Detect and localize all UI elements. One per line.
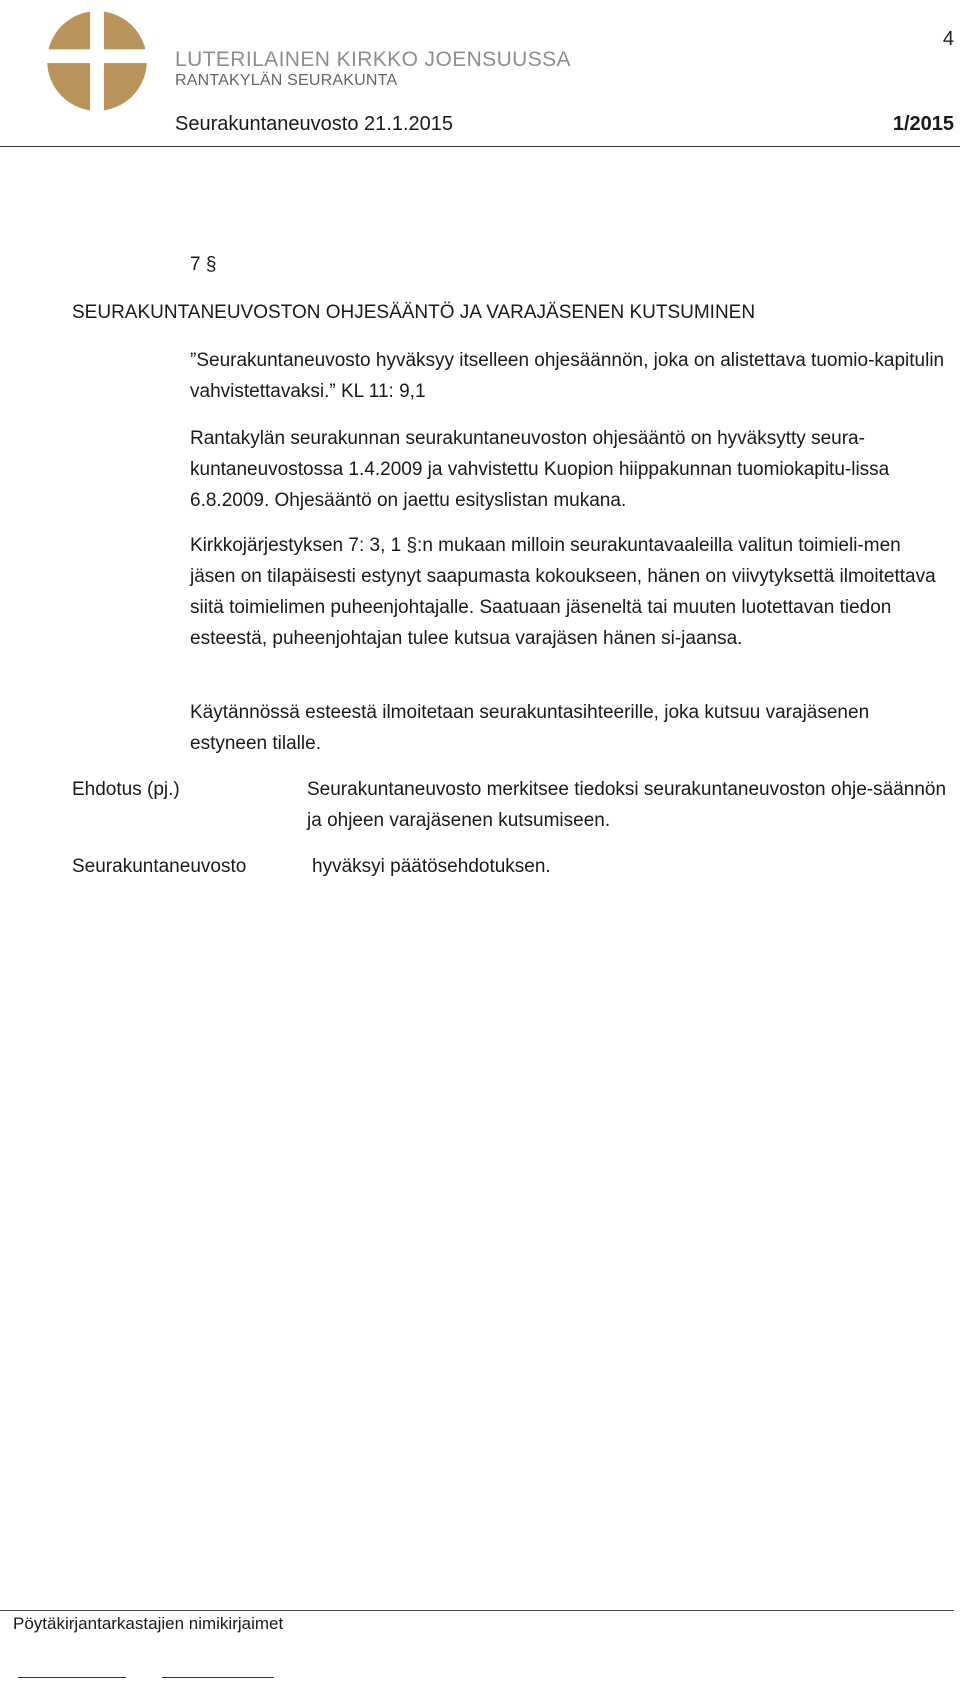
- signature-line: [18, 1677, 126, 1678]
- body-paragraph: Rantakylän seurakunnan seurakuntaneuvoston ohjesääntö on hyväksytty seura-kuntaneuvostossa 1.4.2009 ja vahvistettu Kuopion hiippakunnan tuomiokapitu-lissa 6.8.2009. Ohjesääntö on jaettu esityslistan mukana.: [190, 428, 890, 511]
- body-paragraph: ”Seurakuntaneuvosto hyväksyy itselleen ohjesäännön, joka on alistettava tuomio-kapitulin vahvistettavaksi.” KL 11: 9,1: [190, 350, 945, 402]
- meeting-title: Seurakuntaneuvosto 21.1.2015: [175, 113, 453, 135]
- church-cross-logo-icon: [44, 8, 150, 114]
- section-number: 7 §: [190, 254, 217, 275]
- parish-name: RANTAKYLÄN SEURAKUNTA: [175, 72, 398, 89]
- header-divider: [0, 146, 960, 147]
- document-number: 1/2015: [892, 113, 954, 135]
- proposal-text: Seurakuntaneuvosto merkitsee tiedoksi seurakuntaneuvoston ohje-säännön ja ohjeen varajäsenen kutsumiseen.: [307, 779, 947, 831]
- decision-text: hyväksyi päätösehdotuksen.: [312, 856, 551, 877]
- page-number: 4: [942, 28, 954, 50]
- proposal-label: Ehdotus (pj.): [72, 779, 180, 800]
- organization-name: LUTERILAINEN KIRKKO JOENSUUSSA: [175, 48, 571, 71]
- body-paragraph: Kirkkojärjestyksen 7: 3, 1 §:n mukaan milloin seurakuntavaaleilla valitun toimieli-men jäsen on tilapäisesti estynyt saapumasta kokoukseen, hänen on viivytyksettä ilmoitettava siitä toimielimen puheenjohtajalle. Saatuaan jäseneltä tai muuten luotettavan tiedon esteestä, puheenjohtajan tulee kutsua varajäsen hänen si-jaansa.: [190, 535, 936, 649]
- body-paragraph: Käytännössä esteestä ilmoitetaan seurakuntasihteerille, joka kutsuu varajäsenen estyneen tilalle.: [190, 702, 870, 754]
- decision-label: Seurakuntaneuvosto: [72, 856, 247, 877]
- section-heading: SEURAKUNTANEUVOSTON OHJESÄÄNTÖ JA VARAJÄSENEN KUTSUMINEN: [72, 302, 756, 323]
- footer-initials-label: Pöytäkirjantarkastajien nimikirjaimet: [13, 1614, 284, 1633]
- signature-line: [162, 1677, 274, 1678]
- footer-divider: [0, 1610, 954, 1611]
